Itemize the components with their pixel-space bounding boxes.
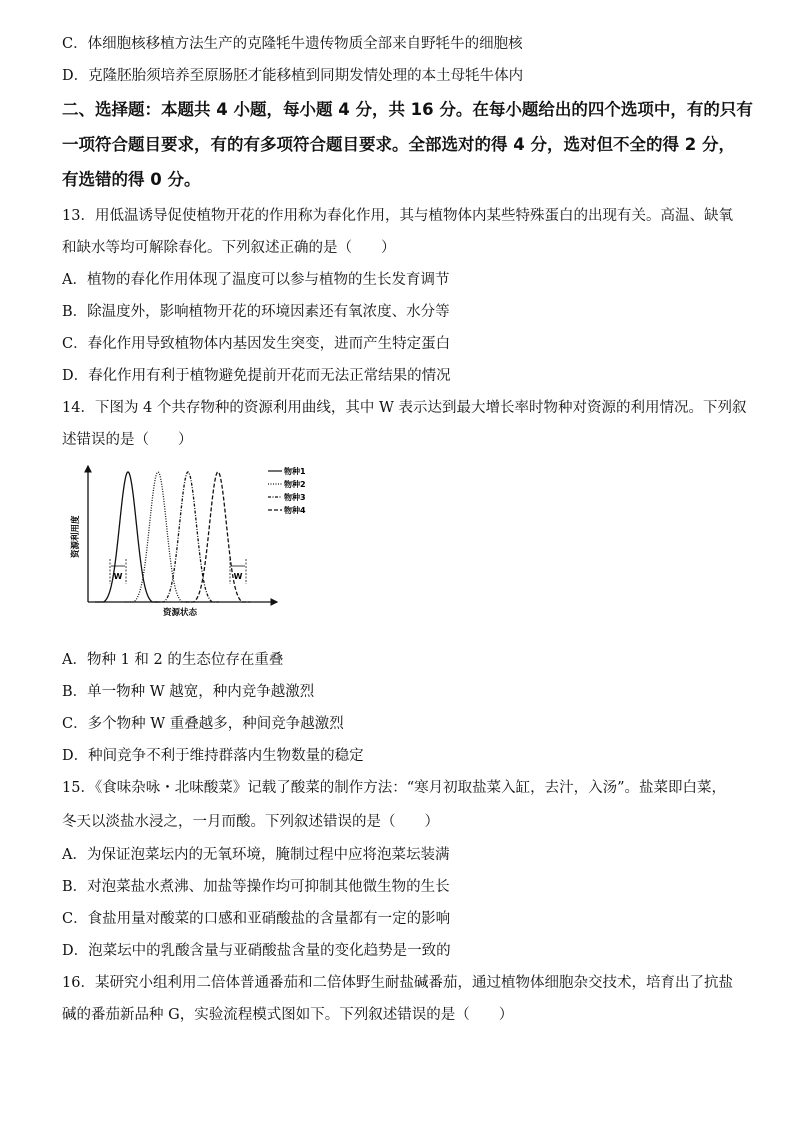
q14-option-c: C．多个物种 W 重叠越多，种间竞争越激烈 [62, 716, 344, 732]
q13-stem-2: 和缺水等均可解除春化。下列叙述正确的是（ ） [62, 240, 396, 256]
w-label-left: W [113, 572, 123, 581]
q16-stem-1: 16．某研究小组利用二倍体普通番茄和二倍体野生耐盐碱番茄，通过植物体细胞杂交技术，培育出了抗盐 [62, 975, 733, 991]
curve-species-3 [155, 472, 220, 602]
q13-option-a: A．植物的春化作用体现了温度可以参与植物的生长发育调节 [62, 272, 450, 288]
q15-option-a: A．为保证泡菜坛内的无氧环境，腌制过程中应将泡菜坛装满 [62, 847, 450, 863]
legend-label-3: 物种3 [284, 493, 306, 502]
w-label-right: W [233, 572, 243, 581]
q13-option-b: B．除温度外，影响植物开花的环境因素还有氧浓度、水分等 [62, 304, 450, 320]
x-axis-label: 资源状态 [162, 608, 198, 618]
legend [268, 466, 306, 515]
q13-stem-1: 13．用低温诱导促使植物开花的作用称为春化作用，其与植物体内某些特殊蛋白的出现有关。高温、缺氧 [62, 208, 733, 224]
legend-label-2: 物种2 [284, 480, 306, 489]
q15-option-d: D．泡菜坛中的乳酸含量与亚硝酸盐含量的变化趋势是一致的 [62, 943, 451, 959]
legend-label-1: 物种1 [284, 467, 306, 476]
resource-utilization-figure [62, 458, 322, 628]
curve-species-4 [185, 472, 250, 602]
q15-stem-1: 15．《食味杂咏・北味酸菜》记载了酸菜的制作方法：“寒月初取盐菜入缸，去汁，入汤”。盐菜即白菜， [62, 780, 727, 796]
curve-species-2 [125, 472, 190, 602]
curve-species-1 [95, 472, 160, 602]
section-heading-3: 有选错的得 0 分。 [62, 170, 201, 189]
q13-option-d: D．春化作用有利于植物避免提前开花而无法正常结果的情况 [62, 368, 451, 384]
q14-stem-2: 述错误的是（ ） [62, 432, 193, 448]
legend-label-4: 物种4 [284, 506, 306, 515]
q14-option-a: A．物种 1 和 2 的生态位存在重叠 [62, 652, 284, 668]
q16-stem-2: 碱的番茄新品种 G，实验流程模式图如下。下列叙述错误的是（ ） [62, 1007, 514, 1023]
q14-stem-1: 14．下图为 4 个共存物种的资源利用曲线，其中 W 表示达到最大增长率时物种对资源的利用情况。下列叙 [62, 400, 747, 416]
q15-option-c: C．食盐用量对酸菜的口感和亚硝酸盐的含量都有一定的影响 [62, 911, 451, 927]
q13-option-c: C．春化作用导致植物体内基因发生突变，进而产生特定蛋白 [62, 336, 451, 352]
q15-stem-2: 冬天以淡盐水浸之，一月而酸。下列叙述错误的是（ ） [62, 814, 439, 830]
option-c-prev: C．体细胞核移植方法生产的克隆牦牛遗传物质全部来自野牦牛的细胞核 [62, 36, 523, 52]
q14-option-d: D．种间竞争不利于维持群落内生物数量的稳定 [62, 748, 364, 764]
q14-option-b: B．单一物种 W 越宽，种内竞争越激烈 [62, 684, 315, 700]
section-heading-1: 二、选择题：本题共 4 小题，每小题 4 分，共 16 分。在每小题给出的四个选项中，有的只有 [62, 100, 753, 119]
option-d-prev: D．克隆胚胎须培养至原肠胚才能移植到同期发情处理的本土母牦牛体内 [62, 68, 524, 84]
q15-option-b: B．对泡菜盐水煮沸、加盐等操作均可抑制其他微生物的生长 [62, 879, 450, 895]
section-heading-2: 一项符合题目要求，有的有多项符合题目要求。全部选对的得 4 分，选对但不全的得 2 分， [62, 135, 735, 154]
y-axis-label: 资源利用度 [71, 515, 81, 558]
